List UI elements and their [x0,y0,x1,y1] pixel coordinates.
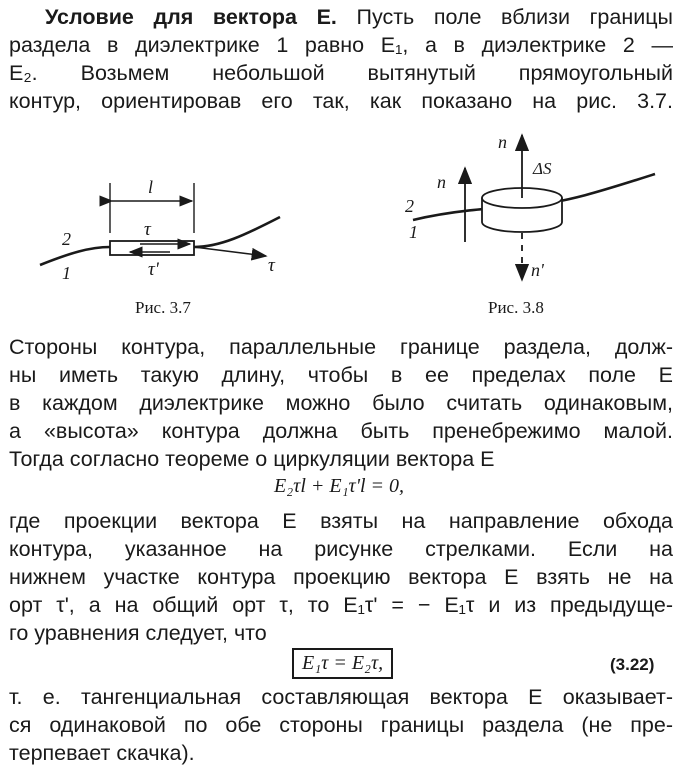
caption-fig-3-8: Рис. 3.8 [488,298,544,317]
body-line-12: ся одинаковой по обе стороны границы раздела (не пре- [9,713,673,737]
intro-line-1-rest: Пусть поле вблизи границы [336,5,673,29]
label-medium-1: 1 [62,263,71,283]
intro-line-2: раздела в диэлектрике 1 равно E₁, а в диэлектрике 2 — [9,33,673,57]
intro-line-3: E₂. Возьмем небольшой вытянутый прямоугольный [9,61,673,85]
label-n-prime: n' [531,260,544,280]
caption-fig-3-7: Рис. 3.7 [135,298,191,317]
label-delta-s: ΔS [533,159,552,178]
body-line-13: терпевает скачка). [9,741,195,765]
label-tau: τ [144,219,151,240]
body-line-11: т. е. тангенциальная составляющая вектора E оказывает- [9,685,673,709]
label-medium-2: 2 [62,229,71,249]
body-line-10: го уравнения следует, что [9,621,267,645]
circulation-formula: E₂τl + E₁τ'l = 0, [274,475,405,497]
body-line-4: а «высота» контура должна быть пренебрежимо малой. [9,419,673,443]
figure-3-8 [385,130,675,295]
body-line-6: где проекции вектора E взяты на направление обхода [9,509,673,533]
equation-number: (3.22) [610,655,655,674]
body-line-2: ны иметь такую длину, чтобы в ее пределах поле E [9,363,673,387]
intro-line-1 [9,4,673,30]
body-line-1: Стороны контура, параллельные границе раздела, долж- [9,335,673,359]
label-n-top: n [498,132,507,152]
figure-3-7 [30,165,320,290]
label-n-left: n [437,172,446,192]
boxed-equation: E₁τ = E₂τ, [292,648,393,679]
tau-arrow-outer [194,247,266,256]
contour-rectangle [110,241,194,255]
body-line-8: нижнем участке контура проекцию вектора E взять не на [9,565,673,589]
body-line-5: Тогда согласно теореме о циркуляции вектора E [9,447,495,471]
body-line-7: контура, указанное на рисунке стрелками. Если на [9,537,673,561]
label-medium-2: 2 [405,196,414,216]
section-heading: Условие для вектора E. [45,5,337,29]
label-medium-1: 1 [409,222,418,242]
intro-line-4: контур, ориентировав его так, как показано на рис. 3.7. [9,89,673,113]
body-line-9: орт τ', а на общий орт τ, то E₁τ' = − E₁τ и из предыдуще- [9,593,673,617]
label-l: l [148,177,154,197]
label-tau-prime: τ' [148,259,159,280]
body-line-3: в каждом диэлектрике можно было считать одинаковым, [9,391,673,415]
label-tau-outer: τ [268,255,275,276]
